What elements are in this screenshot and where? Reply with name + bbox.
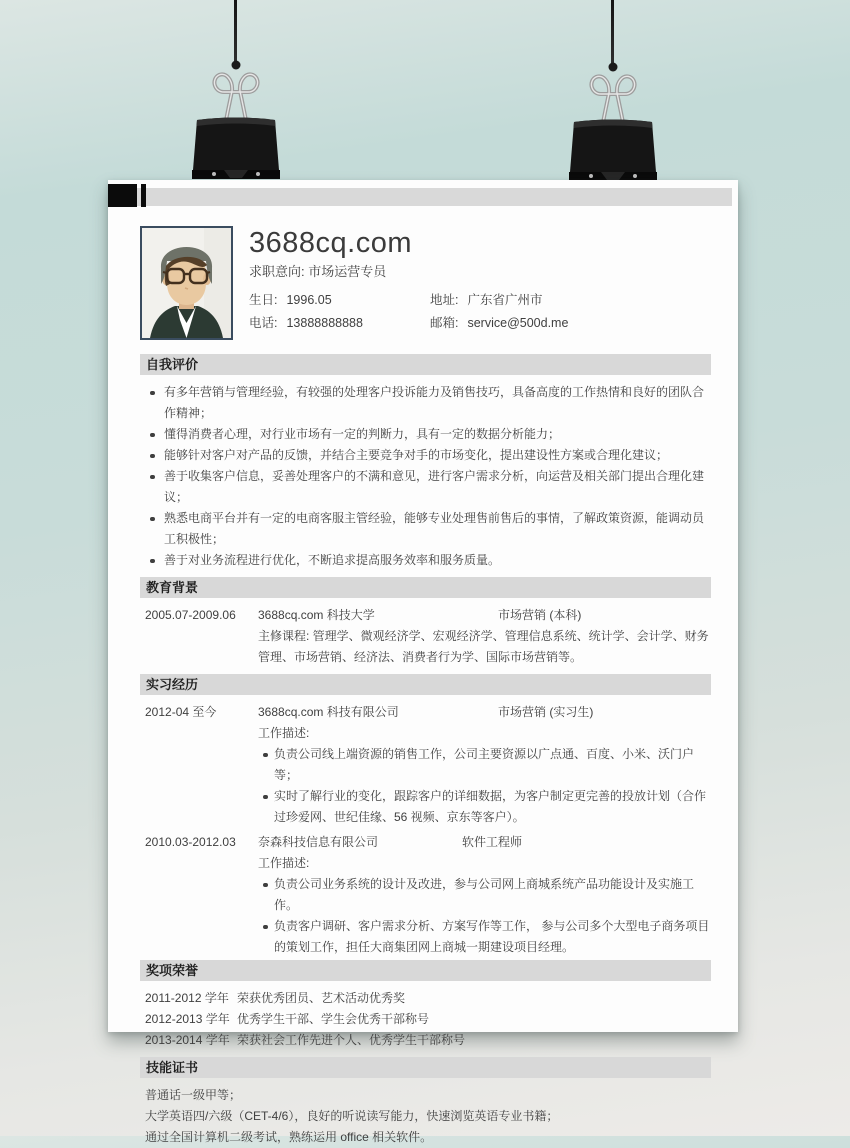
info-label: 邮箱: — [430, 316, 459, 330]
job-intention-label: 求职意向: — [249, 264, 305, 279]
award-date: 2013-2014 学年 — [145, 1033, 230, 1047]
work-desc-label: 工作描述: — [258, 856, 310, 870]
award-date: 2012-2013 学年 — [145, 1012, 230, 1026]
resume-header — [140, 226, 738, 340]
profile-photo — [140, 226, 233, 340]
info-value: service@500d.me — [467, 316, 569, 330]
education-body — [145, 605, 711, 668]
award-row — [145, 1009, 711, 1030]
info-value: 广东省广州市 — [467, 293, 543, 307]
header-info — [249, 226, 568, 340]
hanging-string — [234, 0, 237, 64]
internship-date: 2010.03-2012.03 — [145, 835, 236, 849]
bullet-item: 实时了解行业的变化，跟踪客户的详细数据，为客户制定更完善的投放计划（合作过珍爱网、世纪佳缘、56 视频、京东等客户）。 — [258, 786, 711, 828]
info-value: 1996.05 — [286, 293, 332, 307]
skill-line: 普通话一级甲等； — [145, 1088, 242, 1102]
award-text: 荣获社会工作先进个人、优秀学生干部称号 — [237, 1033, 466, 1047]
internship-company: 奈森科技信息有限公司 — [258, 835, 379, 849]
award-row — [145, 988, 711, 1009]
info-phone — [249, 316, 430, 330]
bullet-item: 善于收集客户信息，妥善处理客户的不满和意见，进行客户需求分析，向运营及相关部门提出合理化建议； — [145, 466, 711, 508]
section-bar-awards: 奖项荣誉 — [140, 960, 711, 981]
internship-company: 3688cq.com 科技有限公司 — [258, 705, 399, 719]
bullet-item: 能够针对客户对产品的反馈，并结合主要竞争对手的市场变化，提出建设性方案或合理化建议； — [145, 445, 711, 466]
work-desc-label: 工作描述: — [258, 726, 310, 740]
info-birthday — [249, 293, 430, 307]
internship-entry — [145, 832, 711, 958]
internship-date: 2012-04 至今 — [145, 705, 217, 719]
internship-entry — [145, 702, 711, 828]
award-date: 2011-2012 学年 — [145, 991, 229, 1005]
resume-content — [108, 180, 738, 1144]
info-label: 生日: — [249, 293, 278, 307]
internship-body — [145, 702, 711, 958]
bullet-item: 熟悉电商平台并有一定的电商客服主管经验，能够专业处理售前售后的事情，了解政策资源，能调动员工积极性； — [145, 508, 711, 550]
education-major: 市场营销 (本科) — [498, 608, 582, 622]
binder-clip-icon — [190, 60, 282, 184]
internship-position: 市场营销 (实习生) — [498, 705, 594, 719]
awards-body — [145, 988, 711, 1051]
section-bar-skills: 技能证书 — [140, 1057, 711, 1078]
skill-line: 大学英语四/六级（CET-4/6），良好的听说读写能力，快速浏览英语专业书籍； — [145, 1109, 559, 1123]
section-bar-self-evaluation: 自我评价 — [140, 354, 711, 375]
job-intention — [249, 263, 568, 281]
skills-body — [145, 1085, 711, 1148]
bullet-item: 懂得消费者心理，对行业市场有一定的判断力，具有一定的数据分析能力； — [145, 424, 711, 445]
info-value: 13888888888 — [286, 316, 363, 330]
bullet-item: 负责公司业务系统的设计及改进，参与公司网上商城系统产品功能设计及实施工作。 — [258, 874, 711, 916]
section-bar-internship: 实习经历 — [140, 674, 711, 695]
self-evaluation-body — [145, 382, 711, 571]
award-row — [145, 1030, 711, 1051]
education-courses: 主修课程: 管理学、微观经济学、宏观经济学、管理信息系统、统计学、会计学、财务管理、市场营销、经济法、消费者行为学、国际市场营销等。 — [258, 629, 709, 664]
info-label: 地址: — [430, 293, 459, 307]
job-intention-value: 市场运营专员 — [308, 264, 387, 279]
education-entry — [145, 605, 711, 626]
binder-clip-icon — [567, 62, 659, 186]
resume-paper — [108, 180, 738, 1144]
section-bar-education: 教育背景 — [140, 577, 711, 598]
bullet-item: 负责客户调研、客户需求分析、方案写作等工作， 参与公司多个大型电子商务项目的策划工作，担任大商集团网上商城一期建设项目经理。 — [258, 916, 711, 958]
education-date: 2005.07-2009.06 — [145, 608, 236, 622]
page-title: 3688cq.com — [249, 227, 412, 259]
bullet-item: 善于对业务流程进行优化，不断追求提高服务效率和服务质量。 — [145, 550, 711, 571]
avatar-icon — [142, 228, 231, 338]
hanging-string — [611, 0, 614, 66]
education-school: 3688cq.com 科技大学 — [258, 608, 375, 622]
award-text: 优秀学生干部、学生会优秀干部称号 — [237, 1012, 430, 1026]
bullet-item: 有多年营销与管理经验，有较强的处理客户投诉能力及销售技巧，具备高度的工作热情和良好的团队合作精神； — [145, 382, 711, 424]
info-address — [430, 293, 568, 307]
contact-info-grid — [249, 293, 568, 330]
info-label: 电话: — [249, 316, 278, 330]
skill-line: 通过全国计算机二级考试，熟练运用 office 相关软件。 — [145, 1130, 433, 1144]
award-text: 荣获优秀团员、艺术活动优秀奖 — [237, 991, 406, 1005]
info-email — [430, 316, 568, 330]
bullet-item: 负责公司线上端资源的销售工作，公司主要资源以广点通、百度、小米、沃门户等； — [258, 744, 711, 786]
internship-position: 软件工程师 — [462, 835, 523, 849]
